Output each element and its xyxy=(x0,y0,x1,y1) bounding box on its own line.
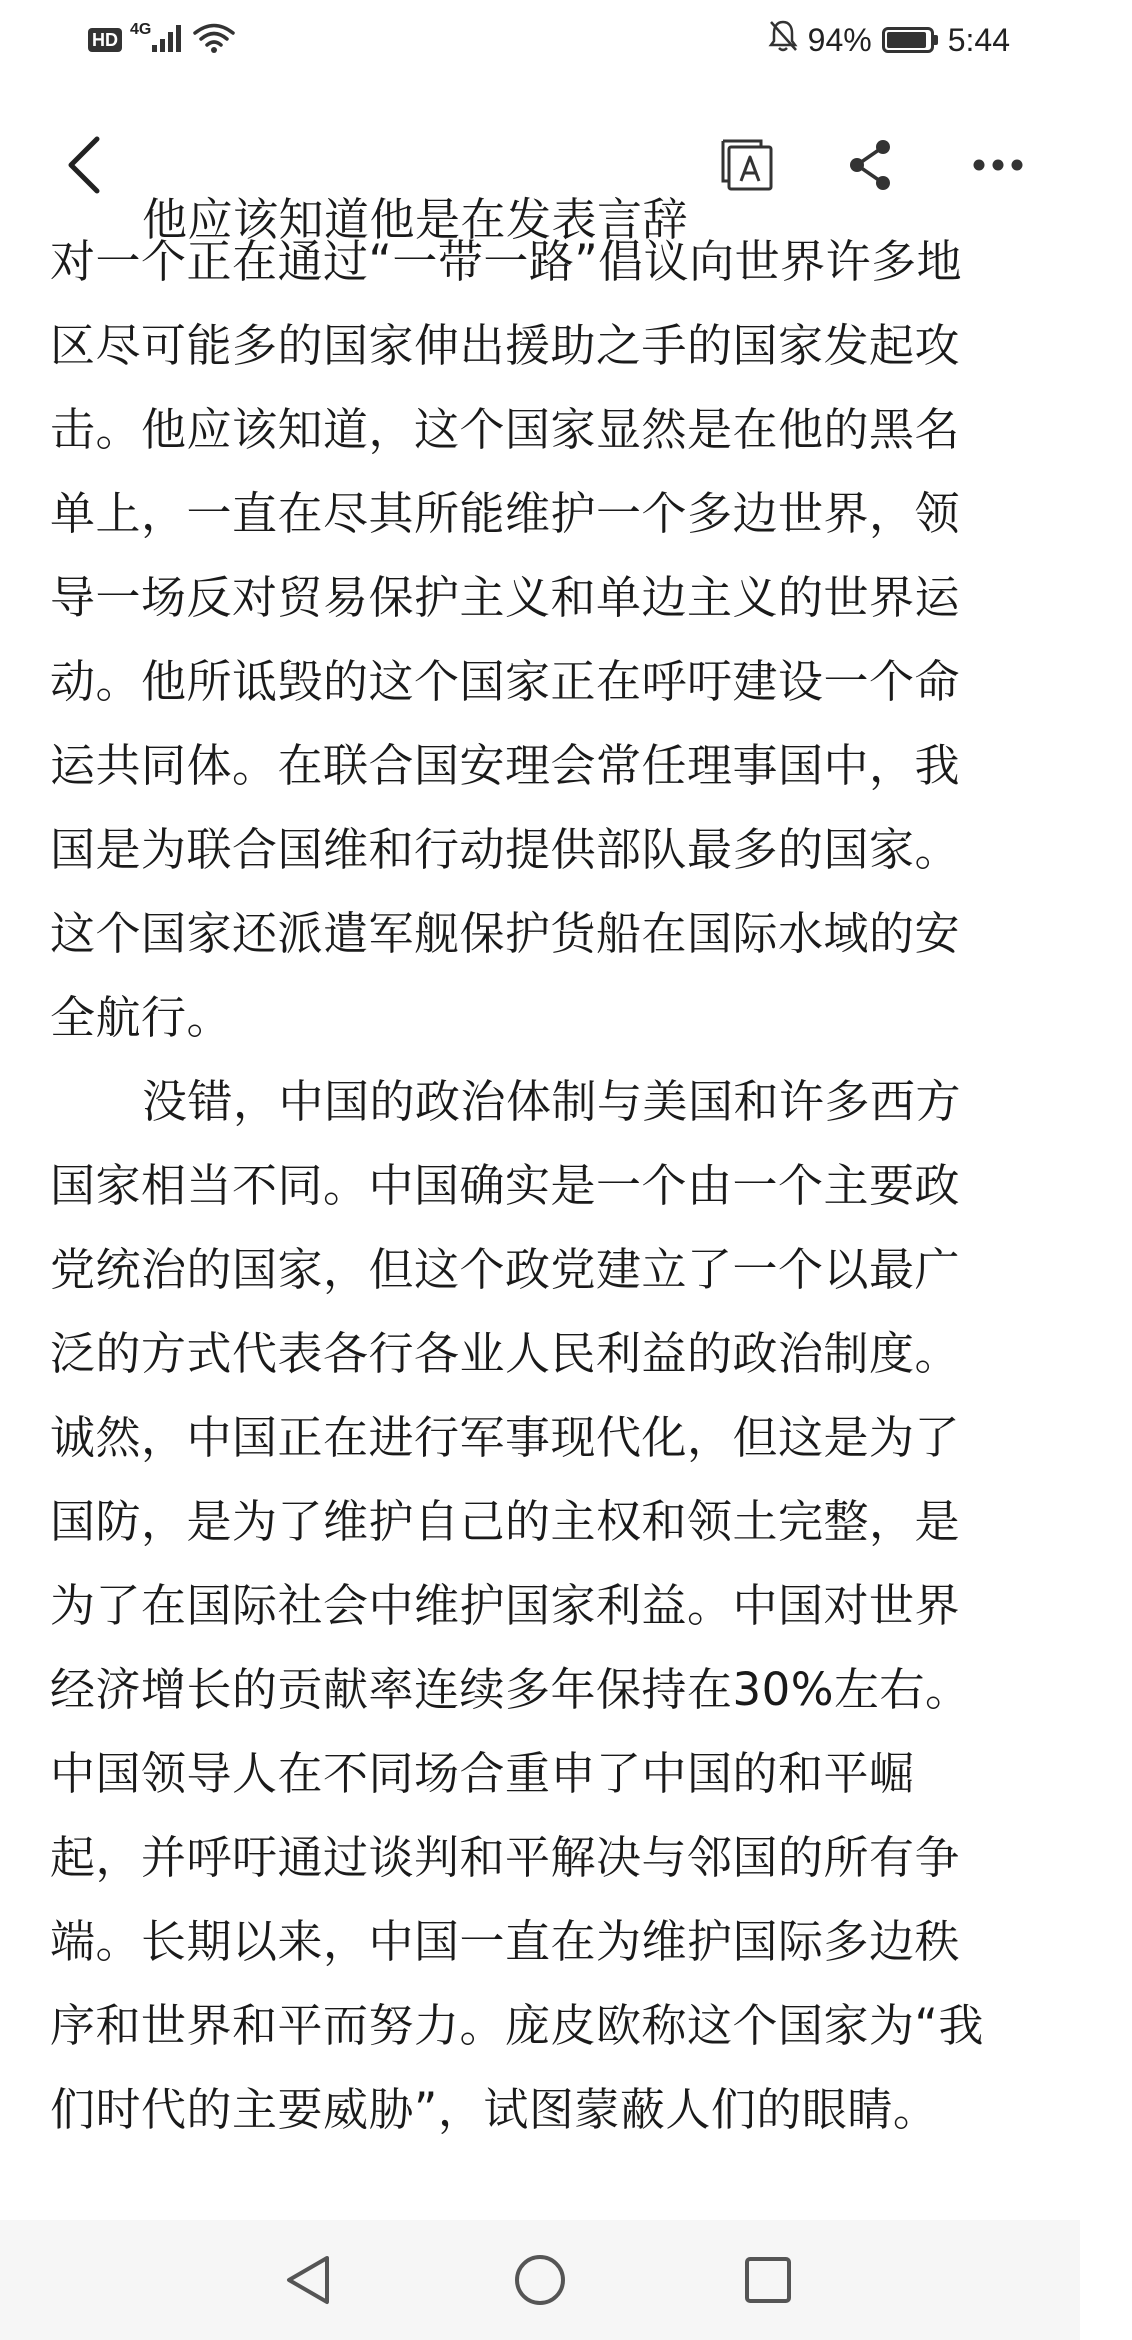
article-line: 国家相当不同。中国确实是一个由一个主要政 xyxy=(50,1159,961,1212)
nav-recents-icon xyxy=(742,2254,794,2306)
article-line: 泛的方式代表各行各业人民利益的政治制度。 xyxy=(50,1327,961,1380)
article-line: 中国领导人在不同场合重申了中国的和平崛 xyxy=(50,1747,915,1800)
article-line: 国防，是为了维护自己的主权和领土完整，是 xyxy=(50,1495,961,1548)
article-line: 导一场反对贸易保护主义和单边主义的世界运 xyxy=(50,571,961,624)
network-type: 4G xyxy=(130,21,152,38)
article-line: 国是为联合国维和行动提供部队最多的国家。 xyxy=(50,823,961,876)
article-line: 为了在国际社会中维护国家利益。中国对世界 xyxy=(50,1579,961,1632)
article-line: 序和世界和平而努力。庞皮欧称这个国家为“我 xyxy=(50,1999,984,2052)
nav-recents-button[interactable] xyxy=(734,2246,802,2314)
clock: 5:44 xyxy=(947,21,1010,58)
mute-icon xyxy=(768,19,798,61)
nav-back-icon xyxy=(283,2252,333,2308)
article-line: 没错，中国的政治体制与美国和许多西方 xyxy=(142,1075,962,1128)
back-button[interactable] xyxy=(48,130,118,200)
status-right xyxy=(768,18,1010,62)
battery-fill xyxy=(887,32,926,48)
article-line: 这个国家还派遣军舰保护货船在国际水域的安 xyxy=(50,907,961,960)
article-line: 对一个正在通过“一带一路”倡议向世界许多地 xyxy=(50,235,963,288)
article-line: 区尽可能多的国家伸出援助之手的国家发起攻 xyxy=(50,319,961,372)
system-nav-bar xyxy=(0,2220,1080,2340)
article-line: 击。他应该知道，这个国家显然是在他的黑名 xyxy=(50,403,961,456)
signal-icon xyxy=(151,23,185,58)
article-line: 全航行。 xyxy=(50,991,233,1044)
article-partial-line: 他应该知道他是在发表言辞 xyxy=(142,193,689,246)
battery-icon xyxy=(882,27,938,53)
article-line: 运共同体。在联合国安理会常任理事国中，我 xyxy=(50,739,961,792)
status-bar xyxy=(0,0,1080,80)
article-line: 党统治的国家，但这个政党建立了一个以最广 xyxy=(50,1243,961,1296)
article-line: 端。长期以来，中国一直在为维护国际多边秩 xyxy=(50,1915,961,1968)
nav-back-button[interactable] xyxy=(274,2246,342,2314)
article-line: 单上，一直在尽其所能维护一个多边世界，领 xyxy=(50,487,961,540)
nav-home-icon xyxy=(512,2252,568,2308)
more-icon xyxy=(972,158,1024,172)
article-line: 动。他所诋毁的这个国家正在呼吁建设一个命 xyxy=(50,655,961,708)
hd-badge: HD xyxy=(88,28,122,52)
back-arrow-icon xyxy=(61,135,105,195)
article-line: 经济增长的贡献率连续多年保持在30%左右。 xyxy=(50,1663,971,1716)
article-line: 们时代的主要威胁”，试图蒙蔽人们的眼睛。 xyxy=(50,2083,939,2136)
wifi-icon xyxy=(193,22,235,59)
article-content[interactable] xyxy=(0,193,1080,2220)
article-line: 起，并呼吁通过谈判和平解决与邻国的所有争 xyxy=(50,1831,961,1884)
status-left xyxy=(88,20,235,60)
article-line: 诚然，中国正在进行军事现代化，但这是为了 xyxy=(50,1411,961,1464)
battery-percent: 94% xyxy=(807,21,872,58)
nav-home-button[interactable] xyxy=(506,2246,574,2314)
